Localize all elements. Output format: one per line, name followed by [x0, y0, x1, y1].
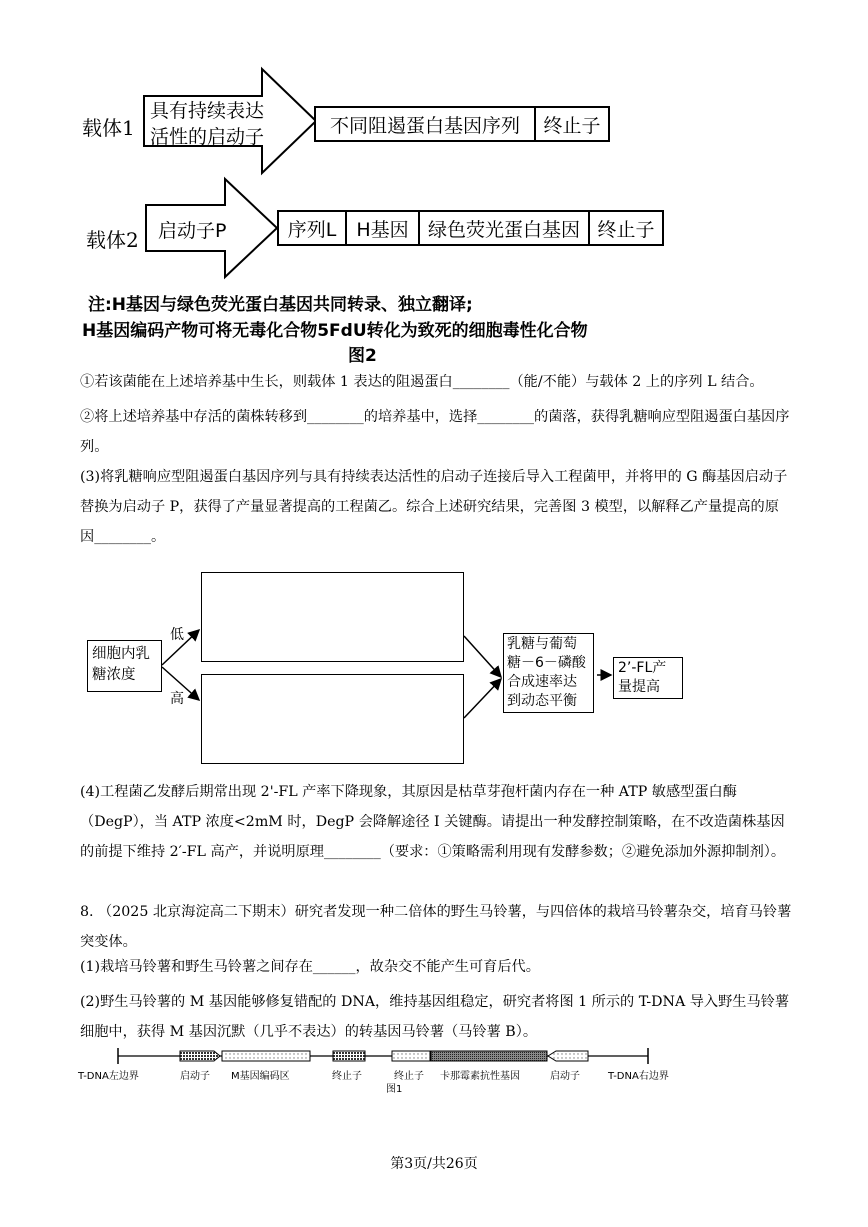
tdna-label-m-gene: M基因编码区 [231, 1071, 290, 1082]
figure2-caption: 图2 [348, 346, 377, 366]
tdna-caption: 图1 [386, 1084, 403, 1095]
vector2-terminator: 终止子 [588, 210, 664, 246]
branch-high-label: 高 [170, 691, 184, 707]
page-number: 第3页/共26页 [390, 1156, 478, 1172]
tdna-label-left-border: T-DNA左边界 [78, 1071, 139, 1082]
kanamycin-resistance-gene [431, 1051, 547, 1061]
vector1-label: 载体1 [82, 116, 135, 140]
promoter-1 [180, 1051, 220, 1061]
yield-increase-box: 2’-FL产量提高 [613, 657, 683, 699]
terminator-1 [333, 1051, 365, 1061]
tdna-label-promoter-2: 启动子 [550, 1071, 580, 1082]
vector2-promoter: 启动子P [158, 220, 227, 242]
branch-low-label: 低 [170, 627, 184, 643]
question-7-2-1: ①若该菌能在上述培养基中生长，则载体 1 表达的阻遏蛋白________（能/不能）与载体 2 上的序列 L 结合。 [80, 374, 764, 390]
promoter-2 [548, 1051, 588, 1061]
tdna-diagram [0, 1040, 868, 1070]
tdna-label-kanamycin: 卡那霉素抗性基因 [440, 1071, 520, 1082]
vector1-promoter-line1: 具有持续表达 [150, 100, 265, 122]
question-8-2: (2)野生马铃薯的 M 基因能够修复错配的 DNA，维持基因组稳定，研究者将图 1 所示的 T-DNA 导入野生马铃薯细胞中，获得 M 基因沉默（几乎不表达）的转基因马铃薯（马铃薯 B）。 [80, 994, 790, 1040]
lactose-concentration-box: 细胞内乳糖浓度 [87, 640, 162, 692]
balance-box: 乳糖与葡萄糖－6－磷酸合成速率达到动态平衡 [503, 633, 594, 713]
vector2-h-gene: H基因 [345, 210, 420, 246]
question-7-2-2: ②将上述培养基中存活的菌株转移到________的培养基中，选择________的菌落，获得乳糖响应型阻遏蛋白基因序列。 [80, 409, 790, 455]
arrow-low-to-balance [464, 636, 501, 677]
tdna-label-promoter-1: 启动子 [180, 1071, 210, 1082]
terminator-2 [392, 1051, 430, 1061]
arrow-high-to-balance [464, 679, 501, 718]
vector1-repressor-genes: 不同阻遏蛋白基因序列 [314, 106, 536, 142]
figure2-note-line2: H基因编码产物可将无毒化合物5FdU转化为致死的细胞毒性化合物 [82, 321, 588, 341]
tdna-label-terminator-2: 终止子 [394, 1071, 424, 1082]
question-8-intro: 8. （2025 北京海淀高二下期末）研究者发现一种二倍体的野生马铃薯，与四倍体的栽培马铃薯杂交，培育马铃薯突变体。 [80, 904, 792, 950]
arrow-high [162, 667, 199, 700]
figure2-note-line1: 注:H基因与绿色荧光蛋白基因共同转录、独立翻译; [88, 295, 473, 315]
vector1-promoter-line2: 活性的启动子 [150, 126, 265, 148]
m-gene-coding-region [222, 1051, 310, 1061]
question-7-3: (3)将乳糖响应型阻遏蛋白基因序列与具有持续表达活性的启动子连接后导入工程菌甲，并将甲的 G 酶基因启动子替换为启动子 P，获得了产量显著提高的工程菌乙。综合上述研究结果，完善图 3 模型，以解释乙产量提高的原因________。 [80, 469, 788, 545]
vector2-gfp-gene: 绿色荧光蛋白基因 [418, 210, 590, 246]
tdna-label-terminator-1: 终止子 [332, 1071, 362, 1082]
vector1-terminator: 终止子 [534, 106, 610, 142]
question-8-1: (1)栽培马铃薯和野生马铃薯之间存在______，故杂交不能产生可育后代。 [80, 959, 540, 975]
arrow-low [162, 630, 199, 665]
question-7-4: (4)工程菌乙发酵后期常出现 2'-FL 产率下降现象，其原因是枯草芽孢杆菌内存在一种 ATP 敏感型蛋白酶（DegP），当 ATP 浓度<2mM 时，DegP 会降解途径 I 关键酶。请提出一种发酵控制策略，在不改造菌株基因的前提下维持 2′-FL 高产，并说明原理________（要求：①策略需利用现有发酵参数；②避免添加外源抑制剂）。 [80, 784, 786, 860]
tdna-label-right-border: T-DNA右边界 [608, 1071, 669, 1082]
vector2-label: 载体2 [86, 228, 139, 252]
vector2-sequence-l: 序列L [277, 210, 347, 246]
